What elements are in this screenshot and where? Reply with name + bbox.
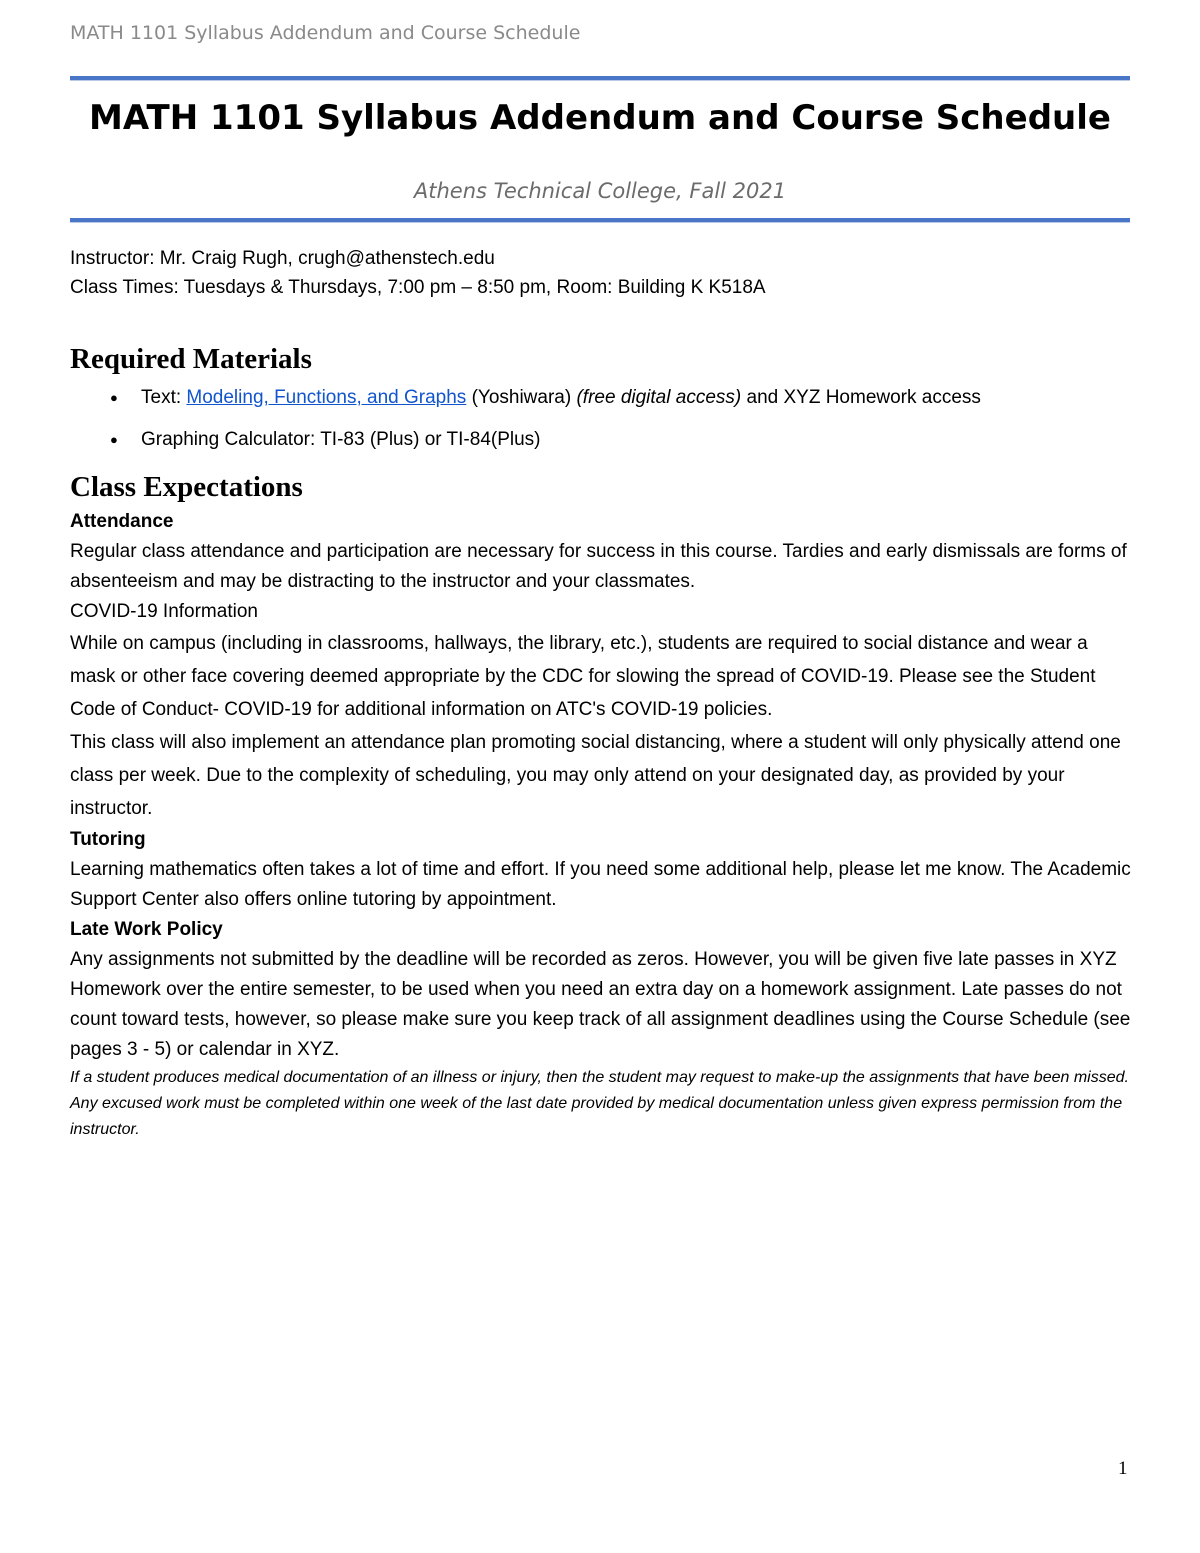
document-subtitle: Athens Technical College, Fall 2021 [413, 179, 787, 203]
document-body [70, 244, 1135, 1143]
covid-heading: COVID-19 Information [70, 601, 258, 622]
document-title: MATH 1101 Syllabus Addendum and Course Schedule [89, 98, 1111, 138]
free-access-note: (free digital access) [576, 387, 742, 408]
late-work-text: Any assignments not submitted by the deadline will be recorded as zeros. However, you will be given five late passes in XYZ Homework over the entire semester, to be used when you need an extra day on a homework assignment. Late passes do not count toward tests, however, so please make sure you keep track of all assignment deadlines using the Course Schedule (see pages 3 - 5) or calendar in XYZ. [70, 949, 1131, 1060]
top-divider [70, 76, 1130, 80]
running-header: MATH 1101 Syllabus Addendum and Course Schedule [70, 22, 581, 44]
late-work-heading: Late Work Policy [70, 919, 223, 940]
class-times-line: Class Times: Tuesdays & Thursdays, 7:00 pm – 8:50 pm, Room: Building K K518A [70, 277, 766, 298]
textbook-author: (Yoshiwara) [466, 387, 577, 408]
tutoring-text: Learning mathematics often takes a lot of time and effort. If you need some additional help, please let me know. The Academic Support Center also offers online tutoring by appointment. [70, 859, 1131, 910]
instructor-line: Instructor: Mr. Craig Rugh, crugh@athenstech.edu [70, 248, 495, 269]
tutoring-heading: Tutoring [70, 829, 146, 850]
text-suffix: and XYZ Homework access [741, 387, 981, 408]
bottom-divider [70, 218, 1130, 222]
attendance-text: Regular class attendance and participation are necessary for success in this course. Tardies and early dismissals are forms of absenteeism and may be distracting to the instructor and your classmates. [70, 541, 1127, 592]
attendance-heading: Attendance [70, 511, 174, 532]
calculator-item: Graphing Calculator: TI-83 (Plus) or TI-84(Plus) [141, 429, 541, 450]
list-item [70, 425, 1135, 455]
covid-text: While on campus (including in classrooms, hallways, the library, etc.), students are required to social distance and wear a mask or other face covering deemed appropriate by the CDC for slowing the spread of COVID-19. Please see the Student Code of Conduct- COVID-19 for additional information on ATC's COVID-19 policies. [70, 633, 1096, 720]
required-materials-heading: Required Materials [70, 343, 312, 375]
text-prefix: Text: [141, 387, 187, 408]
attendance-plan-text: This class will also implement an attendance plan promoting social distancing, where a student will only physically attend one class per week. Due to the complexity of scheduling, you may only attend on your designated day, as provided by your instructor. [70, 732, 1121, 819]
page-number: 1 [1118, 1458, 1128, 1479]
bullet-icon: ● [110, 432, 118, 447]
bullet-icon: ● [110, 390, 118, 405]
list-item [70, 383, 1135, 413]
materials-list [70, 383, 1135, 455]
late-work-note: If a student produces medical documentation of an illness or injury, then the student may request to make-up the assignments that have been missed. Any excused work must be completed within one week of the last date provided by medical documentation unless given express permission from the instructor. [70, 1069, 1129, 1138]
textbook-link[interactable]: Modeling, Functions, and Graphs [186, 387, 467, 408]
class-expectations-heading: Class Expectations [70, 471, 303, 503]
